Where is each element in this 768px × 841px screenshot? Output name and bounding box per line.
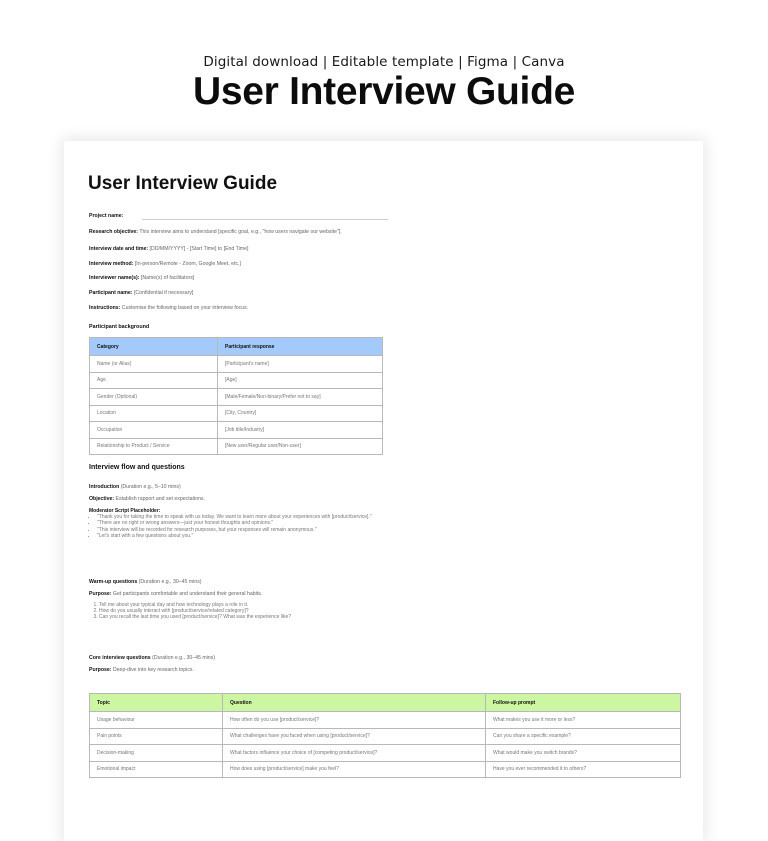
- hero-title: User Interview Guide: [193, 70, 575, 113]
- table-cell[interactable]: [Participant's name]: [218, 356, 383, 373]
- table-cell: Can you share a specific example?: [486, 728, 681, 745]
- table-cell: Usage behaviour: [90, 712, 223, 729]
- list-item: • "There are no right or wrong answers—just your honest thoughts and opinions.": [97, 520, 372, 526]
- field-label: Research objective:: [89, 229, 139, 235]
- field-label: Introduction: [89, 484, 120, 490]
- table-cell[interactable]: [Age]: [218, 372, 383, 389]
- field-interviewer-names: [89, 275, 194, 281]
- table-cell: Name (or Alias): [90, 356, 218, 373]
- list-item: 2. How do you usually interact with [product/service/related category]?: [99, 608, 291, 614]
- field-label: Core interview questions: [89, 655, 151, 661]
- table-cell[interactable]: [New user/Regular user/Non-user]: [218, 438, 383, 455]
- table-cell: Age: [90, 372, 218, 389]
- field-interview-date: [89, 246, 248, 252]
- field-label: Purpose:: [89, 591, 112, 597]
- table-cell: Relationship to Product / Service: [90, 438, 218, 455]
- field-value: This interview aims to understand [specific goal, e.g., "how users navigate our website"].: [138, 229, 342, 235]
- moderator-script-heading: Moderator Script Placeholder:: [89, 508, 161, 514]
- column-header: Topic: [90, 694, 223, 712]
- table-cell: Gender (Optional): [90, 389, 218, 406]
- table-cell: What makes you use it more or less?: [486, 712, 681, 729]
- hero-subtitle: Digital download | Editable template | Figma | Canva: [203, 54, 565, 70]
- field-value: Get participants comfortable and understand their general habits.: [111, 591, 263, 597]
- table-cell[interactable]: [City, Country]: [218, 405, 383, 422]
- warmup-purpose-line: [89, 591, 262, 597]
- table-cell: Occupation: [90, 422, 218, 439]
- field-label: Project name:: [89, 213, 124, 219]
- list-item: 3. Can you recall the last time you used [product/service]? What was the experience like?: [99, 614, 291, 620]
- table-row: [90, 422, 383, 439]
- table-row: [90, 712, 681, 729]
- table-cell: What challenges have you faced when using [product/service]?: [223, 728, 486, 745]
- table-cell: Decision-making: [90, 745, 223, 762]
- field-value: (Duration e.g., 30–45 mins): [137, 579, 202, 585]
- field-value: (Duration e.g., 5–10 mins): [119, 484, 181, 490]
- field-value: Establish rapport and set expectations.: [114, 496, 205, 502]
- table-cell: Location: [90, 405, 218, 422]
- column-header: Participant response: [218, 338, 383, 356]
- column-header: Question: [223, 694, 486, 712]
- field-value: Deep-dive into key research topics.: [111, 667, 194, 673]
- field-value: Customise the following based on your interview focus.: [120, 305, 249, 311]
- table-header-row: [90, 338, 383, 356]
- document-title: User Interview Guide: [88, 173, 278, 194]
- warmup-line: [89, 579, 202, 585]
- table-row: [90, 728, 681, 745]
- table-row: [90, 745, 681, 762]
- column-header: Category: [90, 338, 218, 356]
- warmup-question-list: [89, 602, 291, 621]
- core-purpose-line: [89, 667, 194, 673]
- field-value: [DD/MM/YYYY] - [Start Time] to [End Time]: [148, 246, 249, 252]
- table-cell: What factors influence your choice of [competing product/service]?: [223, 745, 486, 762]
- table-cell: How does using [product/service] make you feel?: [223, 761, 486, 778]
- table-row: [90, 356, 383, 373]
- field-label: Instructions:: [89, 305, 121, 311]
- table-header-row: [90, 694, 681, 712]
- list-item: • "This interview will be recorded for research purposes, but your responses will remain anonymous.": [97, 527, 372, 533]
- participant-background-table: [89, 337, 383, 455]
- moderator-script: [89, 508, 372, 539]
- interview-flow-heading: Interview flow and questions: [89, 464, 185, 471]
- moderator-script-list: [89, 514, 372, 539]
- table-row: [90, 438, 383, 455]
- introduction-line: [89, 484, 181, 490]
- table-cell: Have you ever recommended it to others?: [486, 761, 681, 778]
- field-project-name: [89, 213, 123, 219]
- field-research-objective: [89, 229, 342, 235]
- list-item: • "Let's start with a few questions about you.": [97, 533, 372, 539]
- table-row: [90, 372, 383, 389]
- column-header: Follow-up prompt: [486, 694, 681, 712]
- table-cell: Pain points: [90, 728, 223, 745]
- table-row: [90, 761, 681, 778]
- table-cell[interactable]: [Male/Female/Non-binary/Prefer not to say]: [218, 389, 383, 406]
- table-cell: How often do you use [product/service]?: [223, 712, 486, 729]
- objective-line: [89, 496, 205, 502]
- field-label: Warm-up questions: [89, 579, 138, 585]
- field-participant-name: [89, 290, 193, 296]
- table-cell[interactable]: [Job title/Industry]: [218, 422, 383, 439]
- core-questions-table: [89, 693, 681, 778]
- table-cell: What would make you switch brands?: [486, 745, 681, 762]
- field-label: Interviewer name(s):: [89, 275, 140, 281]
- list-item: 1. Tell me about your typical day and how technology plays a role in it.: [99, 602, 291, 608]
- field-value: (Duration e.g., 30–45 mins): [150, 655, 216, 661]
- field-value: [Name(s) of facilitators]: [139, 275, 195, 281]
- field-value: [In-person/Remote - Zoom, Google Meet, etc.]: [133, 261, 241, 267]
- list-item: • "Thank you for taking the time to speak with us today. We want to learn more about your experiences with [product/service].": [97, 514, 372, 520]
- field-label: Objective:: [89, 496, 115, 502]
- participant-background-heading: Participant background: [89, 324, 150, 330]
- field-value: [Confidential if necessary]: [132, 290, 194, 296]
- project-name-input-line[interactable]: [142, 219, 388, 220]
- document-page: [64, 141, 703, 841]
- field-label: Interview method:: [89, 261, 134, 267]
- field-interview-method: [89, 261, 241, 267]
- table-row: [90, 405, 383, 422]
- warmup-questions: [89, 602, 291, 621]
- field-label: Participant name:: [89, 290, 133, 296]
- table-cell: Emotional impact: [90, 761, 223, 778]
- field-label: Purpose:: [89, 667, 112, 673]
- field-instructions: [89, 305, 248, 311]
- core-questions-line: [89, 655, 215, 661]
- table-row: [90, 389, 383, 406]
- field-label: Interview date and time:: [89, 246, 149, 252]
